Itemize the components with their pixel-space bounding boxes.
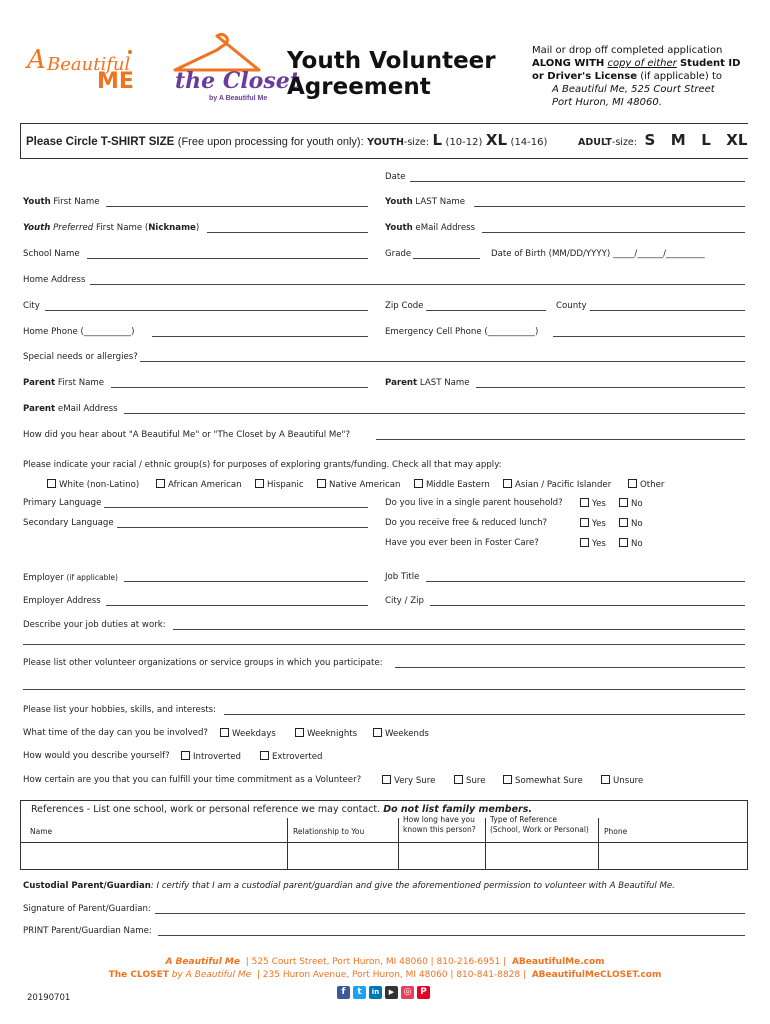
foster-no-checkbox[interactable]: No: [619, 538, 643, 550]
emergency-phone-label: Emergency Cell Phone (___________): [385, 327, 539, 337]
ethnic-african-american-checkbox[interactable]: African American: [156, 479, 242, 491]
certain-somewhat-sure-checkbox[interactable]: Somewhat Sure: [503, 775, 583, 787]
ref-col-phone: Phone: [604, 827, 628, 836]
single-parent-label: Do you live in a single parent household?: [385, 498, 563, 508]
employer-address-field[interactable]: [106, 605, 368, 606]
size-adult-xl[interactable]: XL: [726, 131, 748, 149]
parent-email-field[interactable]: [124, 413, 745, 414]
home-address-label: Home Address: [23, 275, 86, 285]
svg-text:A: A: [27, 45, 46, 75]
home-phone-label: Home Phone (___________): [23, 327, 135, 337]
job-duties-field-2[interactable]: [23, 644, 745, 645]
ref-name-cell[interactable]: [22, 845, 286, 868]
emergency-phone-field[interactable]: [553, 336, 745, 337]
city-field[interactable]: [45, 310, 368, 311]
consent-statement: Custodial Parent/Guardian: I certify that I am a custodial parent/guardian and give the aforementioned permission to volunteer with A Beautiful Me.: [23, 881, 675, 891]
grade-field[interactable]: [413, 258, 480, 259]
city-zip-label: City / Zip: [385, 596, 424, 606]
parent-last-name-field[interactable]: [476, 387, 745, 388]
other-orgs-field[interactable]: [395, 667, 745, 668]
other-orgs-field-2[interactable]: [23, 689, 745, 690]
youth-last-name-field[interactable]: [474, 206, 745, 207]
parent-first-name-field[interactable]: [111, 387, 368, 388]
youtube-icon[interactable]: ▶: [385, 986, 398, 999]
certain-very-sure-checkbox[interactable]: Very Sure: [382, 775, 435, 787]
ref-divider-4: [598, 818, 599, 870]
ref-col-how-long: How long have you known this person?: [403, 815, 476, 834]
reduced-lunch-yes-checkbox[interactable]: Yes: [580, 518, 606, 530]
svg-text:the Closet: the Closet: [175, 68, 300, 94]
ethnic-native-american-checkbox[interactable]: Native American: [317, 479, 400, 491]
ref-col-name: Name: [30, 827, 53, 836]
the-closet-logo: [157, 30, 300, 105]
instagram-icon[interactable]: ◎: [401, 986, 414, 999]
special-needs-field[interactable]: [140, 361, 745, 362]
home-address-field[interactable]: [90, 284, 745, 285]
certain-label: How certain are you that you can fulfill your time commitment as a Volunteer?: [23, 775, 362, 785]
signature-field[interactable]: [155, 913, 745, 914]
preferred-name-label: Youth Preferred First Name (Nickname): [23, 223, 200, 233]
ref-how-long-cell[interactable]: [400, 845, 484, 868]
youth-first-name-field[interactable]: [106, 206, 368, 207]
county-field[interactable]: [590, 310, 745, 311]
ref-divider-1: [287, 818, 288, 870]
time-of-day-label: What time of the day can you be involved?: [23, 728, 208, 738]
signature-label: Signature of Parent/Guardian:: [23, 904, 151, 914]
special-needs-label: Special needs or allergies?: [23, 352, 138, 362]
secondary-language-label: Secondary Language: [23, 518, 114, 528]
ethnic-middle-eastern-checkbox[interactable]: Middle Eastern: [414, 479, 490, 491]
hear-about-field[interactable]: [376, 439, 745, 440]
time-weekdays-checkbox[interactable]: Weekdays: [220, 728, 276, 740]
page-title: Youth Volunteer Agreement: [287, 48, 496, 100]
describe-label: How would you describe yourself?: [23, 751, 170, 761]
job-duties-field[interactable]: [173, 629, 745, 630]
employer-address-label: Employer Address: [23, 596, 101, 606]
zip-label: Zip Code: [385, 301, 424, 311]
hobbies-field[interactable]: [224, 714, 745, 715]
home-phone-field[interactable]: [152, 336, 368, 337]
pinterest-icon[interactable]: P: [417, 986, 430, 999]
job-duties-label: Describe your job duties at work:: [23, 620, 166, 630]
form-code: 20190701: [27, 993, 71, 1003]
ethnic-white-checkbox[interactable]: White (non-Latino): [47, 479, 139, 491]
parent-first-name-label: Parent First Name: [23, 378, 105, 388]
ref-phone-cell[interactable]: [600, 845, 746, 868]
size-adult-l[interactable]: L: [701, 131, 711, 149]
youth-email-field[interactable]: [482, 232, 745, 233]
employer-label: Employer (if applicable): [23, 573, 118, 583]
facebook-icon[interactable]: f: [337, 986, 350, 999]
print-name-field[interactable]: [158, 935, 745, 936]
school-name-label: School Name: [23, 249, 80, 259]
linkedin-icon[interactable]: in: [369, 986, 382, 999]
reduced-lunch-no-checkbox[interactable]: No: [619, 518, 643, 530]
county-label: County: [556, 301, 587, 311]
job-title-field[interactable]: [426, 581, 745, 582]
foster-yes-checkbox[interactable]: Yes: [580, 538, 606, 550]
ref-header-rule: [20, 842, 748, 843]
date-label: Date: [385, 172, 406, 182]
ref-type-cell[interactable]: [487, 845, 597, 868]
school-name-field[interactable]: [87, 258, 368, 259]
extroverted-checkbox[interactable]: Extroverted: [260, 751, 323, 763]
mailing-instructions: Mail or drop off completed application ALONG WITH copy of either Student ID or Driver's License (if applicable) to A Beautiful Me, 525 Court Street Port Huron, MI 48060.: [532, 45, 741, 108]
job-title-label: Job Title: [385, 572, 420, 582]
hear-about-label: How did you hear about "A Beautiful Me" or "The Closet by A Beautiful Me"?: [23, 430, 351, 440]
primary-language-label: Primary Language: [23, 498, 102, 508]
time-weeknights-checkbox[interactable]: Weeknights: [295, 728, 357, 740]
grade-label: Grade: [385, 249, 412, 259]
secondary-language-field[interactable]: [117, 527, 368, 528]
size-adult-m[interactable]: M: [670, 131, 686, 149]
ref-col-relationship: Relationship to You: [293, 827, 365, 836]
size-adult-s[interactable]: S: [644, 131, 656, 149]
single-parent-yes-checkbox[interactable]: Yes: [580, 498, 606, 510]
ethnic-asian-checkbox[interactable]: Asian / Pacific Islander: [503, 479, 611, 491]
youth-email-label: Youth eMail Address: [385, 223, 476, 233]
footer-contact: A Beautiful Me | 525 Court Street, Port Huron, MI 48060 | 810-216-6951 | ABeautifulMe.com The CLOSET by A Beautiful Me | 235 Huron Avenue, Port Huron, MI 48060 | 810-841-8828 | ABeautifulMeCLOSET.com: [108, 957, 662, 980]
ref-relationship-cell[interactable]: [289, 845, 397, 868]
shirt-size-row: Please Circle T-SHIRT SIZE (Free upon processing for youth only): YOUTH-size: L (10-12) XL (14-16): [26, 131, 548, 149]
size-youth-xl[interactable]: XL: [485, 131, 508, 149]
ethnic-label: Please indicate your racial / ethnic group(s) for purposes of exploring grants/funding. Check all that may apply:: [23, 460, 502, 470]
print-name-label: PRINT Parent/Guardian Name:: [23, 926, 152, 936]
dob-label[interactable]: Date of Birth (MM/DD/YYYY) _____/______/_________: [491, 249, 705, 259]
certain-sure-checkbox[interactable]: Sure: [454, 775, 486, 787]
introverted-checkbox[interactable]: Introverted: [181, 751, 241, 763]
city-zip-field[interactable]: [430, 605, 745, 606]
city-label: City: [23, 301, 40, 311]
svg-text:ME: ME: [97, 69, 134, 94]
employer-field[interactable]: [124, 581, 368, 582]
time-weekends-checkbox[interactable]: Weekends: [373, 728, 429, 740]
foster-care-label: Have you ever been in Foster Care?: [385, 538, 539, 548]
abeautifulme-link[interactable]: ABeautifulMe.com: [511, 957, 605, 967]
ethnic-hispanic-checkbox[interactable]: Hispanic: [255, 479, 304, 491]
adult-size-row: ADULT-size: S M L XL: [578, 131, 748, 149]
youth-first-name-label: Youth First Name: [23, 197, 100, 207]
date-field[interactable]: [410, 181, 745, 182]
zip-field[interactable]: [426, 310, 546, 311]
svg-text:Beautiful: Beautiful: [47, 54, 131, 75]
primary-language-field[interactable]: [104, 507, 368, 508]
closet-link[interactable]: ABeautifulMeCLOSET.com: [531, 970, 662, 980]
youth-last-name-label: Youth LAST Name: [385, 197, 466, 207]
single-parent-no-checkbox[interactable]: No: [619, 498, 643, 510]
twitter-icon[interactable]: t: [353, 986, 366, 999]
certain-unsure-checkbox[interactable]: Unsure: [601, 775, 643, 787]
references-heading: References - List one school, work or personal reference we may contact. Do not list family members.: [31, 804, 532, 815]
a-beautiful-me-logo: [27, 44, 147, 94]
svg-text:by A Beautiful Me: by A Beautiful Me: [209, 95, 268, 102]
ethnic-other-checkbox[interactable]: Other: [628, 479, 664, 491]
ref-divider-2: [398, 818, 399, 870]
size-youth-l[interactable]: L: [432, 131, 443, 149]
hobbies-label: Please list your hobbies, skills, and interests:: [23, 705, 217, 715]
parent-last-name-label: Parent LAST Name: [385, 378, 470, 388]
other-orgs-label: Please list other volunteer organizations or service groups in which you participate:: [23, 658, 383, 668]
parent-email-label: Parent eMail Address: [23, 404, 118, 414]
ref-col-type: Type of Reference (School, Work or Personal): [490, 815, 589, 834]
ref-divider-3: [485, 818, 486, 870]
preferred-name-field[interactable]: [207, 232, 368, 233]
reduced-lunch-label: Do you receive free & reduced lunch?: [385, 518, 548, 528]
